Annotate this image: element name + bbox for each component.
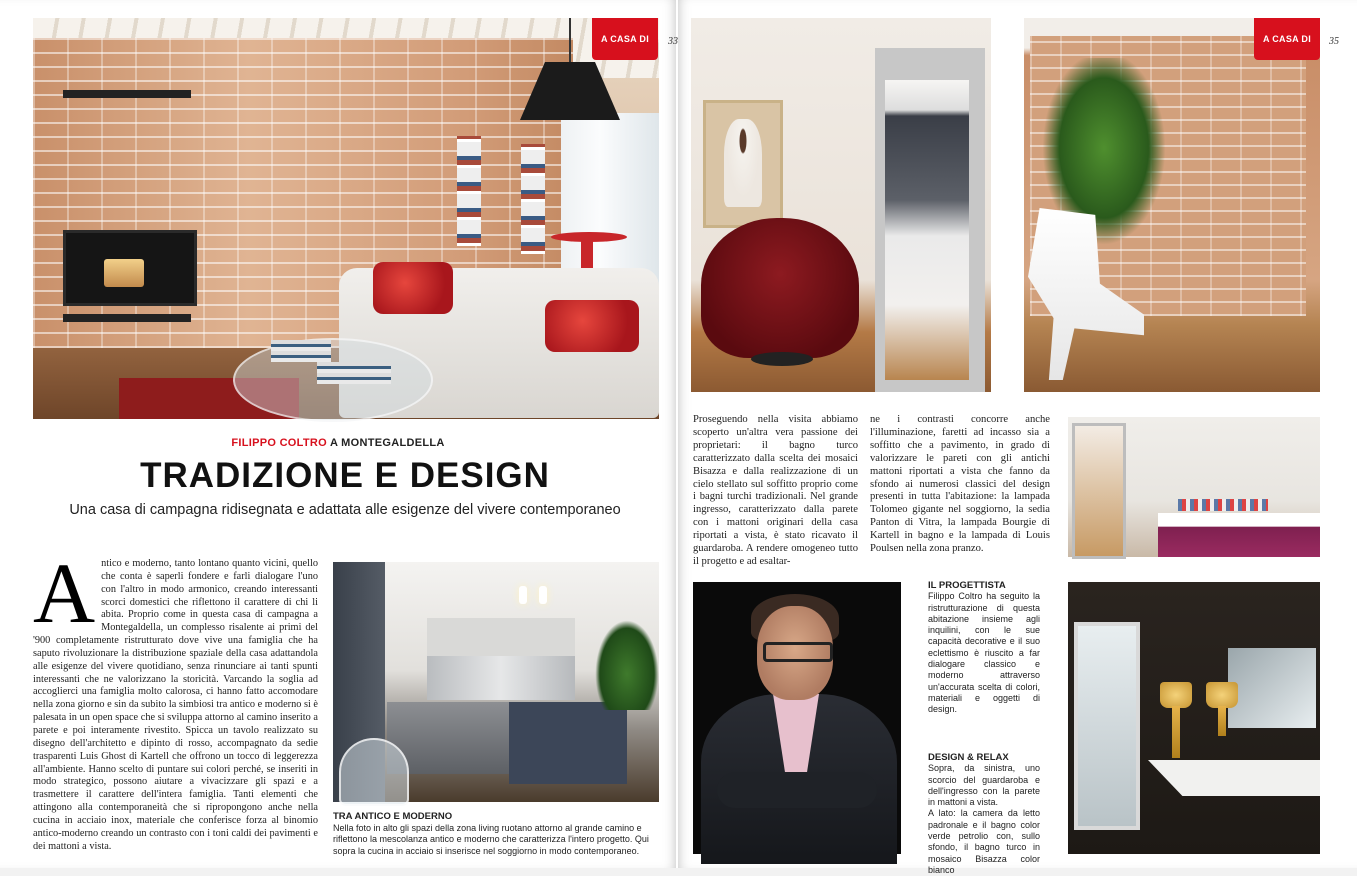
- article-subheadline: Una casa di campagna ridisegnata e adattata alle esigenze del vivere contemporaneo: [69, 502, 621, 518]
- kitchen-caption-title: TRA ANTICO E MODERNO: [333, 811, 453, 822]
- drop-cap: A: [33, 545, 96, 641]
- relax-caption-title: DESIGN & RELAX: [928, 752, 1009, 763]
- right-page: [678, 0, 1357, 875]
- kitchen-photo: [333, 562, 659, 802]
- relax-caption-text-2: A lato: la camera da letto padronale e il bagno color verde petrolio con, sullo sfondo, il bagno turco in mosaico Bisazza color bianco: [928, 808, 1040, 875]
- section-tag-right: A CASA DI: [1254, 18, 1320, 60]
- bedroom-photo: [1068, 417, 1320, 557]
- byline: [0, 437, 676, 449]
- relax-caption-text-1: Sopra, da sinistra, uno scorcio del guardaroba e dell'ingresso con la parete in mattoni a vista.: [928, 763, 1040, 808]
- living-room-photo: [33, 18, 659, 419]
- article-headline: TRADIZIONE E DESIGN: [140, 456, 550, 495]
- article-body-left: [33, 545, 318, 858]
- designer-portrait-photo: [693, 582, 901, 854]
- page-number-left: 33: [668, 36, 678, 47]
- brick-wall-panton-photo: [1024, 18, 1320, 392]
- section-tag-left: A CASA DI: [592, 18, 658, 60]
- page-number-right: 35: [1329, 36, 1339, 47]
- designer-caption-title: IL PROGETTISTA: [928, 580, 1006, 591]
- relax-caption: [928, 752, 1040, 875]
- byline-name: FILIPPO COLTRO: [231, 437, 327, 449]
- kitchen-caption: [333, 811, 665, 857]
- byline-place: A MONTEGALDELLA: [327, 437, 445, 449]
- article-body-right-col1: Proseguendo nella visita abbiamo scoperto un'altra vera passione dei proprietari: il bagno turco caratterizzato dalla scelta dei mosaici Bisazza e dalla realizzazione di un cielo stellato sul soffitto proprio come i bagni turchi tradizionali. Nel grande ingresso, caratterizzato dalla parete con i mattoni originari della casa riportati a vista, è stato ricavato il guardaroba. A rendere omogeneo tutto il progetto e ad esaltar-: [693, 414, 858, 567]
- article-body-right-col2: ne i contrasti concorre anche l'illuminazione, faretti ad incasso sia a soffitto che a pavimento, in grado di valorizzare le pareti con gli antichi mattoni riportati a vista che fanno da sfondo ai numerosi classici del design presenti in tutta l'abitazione: la lampada Tolomeo gigante nel soggiorno, la sedia Panton di Vitra, la lampada Bourgie di Kartell in bagno e la lampada di Louis Poulsen nella zona pranzo.: [870, 414, 1050, 555]
- left-page: [0, 0, 676, 868]
- bathroom-photo: [1068, 582, 1320, 854]
- wardrobe-entrance-photo: [691, 18, 991, 392]
- article-body-text: ntico e moderno, tanto lontano quanto vicini, quello che conta è saperli fondere e farli dialogare l'uno con l'altro in modo armonico, creando interessanti scorci domestici che riflettono il carattere di chi li abita. Proprio come in questa casa di campagna a Montegaldella, un complesso risalente ai primi del '900 completamente ristrutturato dove vive una famiglia che ha saputo rivoluzionare la distribuzione spaziale della casa adattandola alle esigenze del vivere quotidiano, senza rinunciare ai tanti spunti interessanti che ne valorizzano la storicità. Varcando la soglia ad accoglierci una famiglia molto calorosa, ci hanno fatto accomodare nella zona giorno e sin da subito la simbiosi tra antico e moderno si è palesata in un open space che si sviluppa attorno al camino inserito a parete e poi interamente rivestito. Spicca un tavolo realizzato su disegno dell'architetto e dipinto di rosso, accompagnato da sedie trasparenti Luis Ghost di Kartell che offrono un tocco di leggerezza all'ambiente. Hanno scelto di puntare sui colori perché, se inseriti in modo strategico, possono aiutare a vivacizzare gli spazi e a trasmettere il carattere dell'intera famiglia. Tanti elementi che attingono alla contemporaneità che si ripropongono anche nella cucina in acciaio inox, materiale che conferisce forza al binomio antico-moderno creando un contrasto con i toni caldi dei pavimenti e dei mattoni a vista.: [33, 558, 318, 852]
- designer-caption: [928, 580, 1040, 716]
- kitchen-caption-text: Nella foto in alto gli spazi della zona living ruotano attorno al grande camino e riflettono la mescolanza antico e moderno che caratterizza l'intero progetto. Qui sopra la cucina in acciaio si inserisce nel soggiorno in modo contemporaneo.: [333, 823, 649, 856]
- designer-caption-text: Filippo Coltro ha seguito la ristrutturazione di questa abitazione insieme agli inquilini, con le sue capacità decorative e il suo eclettismo è riuscito a far dialogare classico e moderno attraverso un'accurata scelta di colori, materiali e oggetti di design.: [928, 591, 1040, 715]
